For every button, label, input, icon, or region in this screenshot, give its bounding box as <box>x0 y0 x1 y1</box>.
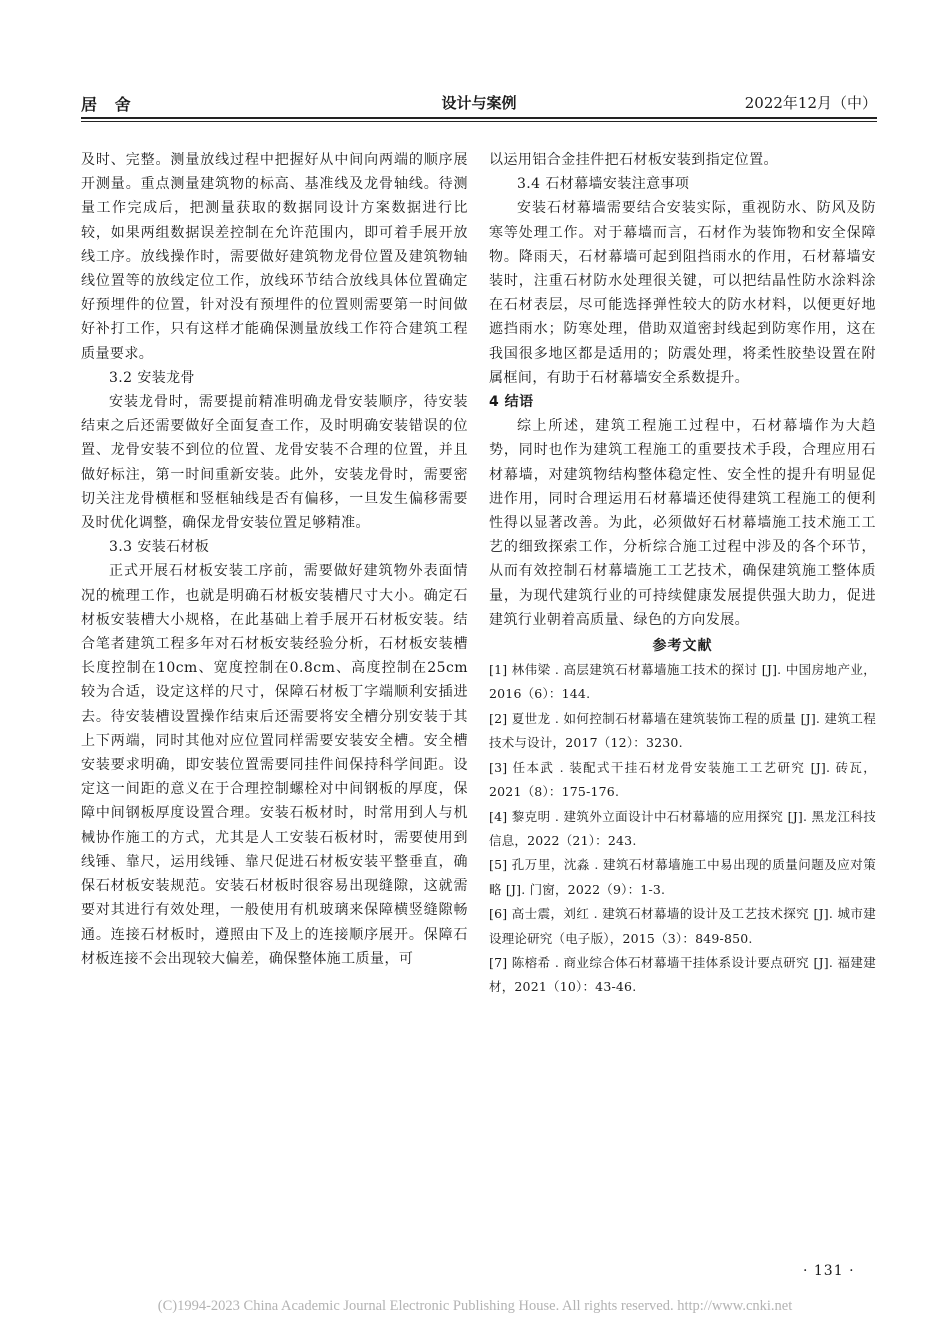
reference-item: [4] 黎克明 . 建筑外立面设计中石材幕墙的应用探究 [J]. 黑龙江科技信息，2022（21）：243. <box>489 808 876 848</box>
journal-name: 居 舍 <box>81 95 137 114</box>
issue-date: 2022年12月（中） <box>744 94 877 112</box>
paragraph-curtain-wall-notes: 安装石材幕墙需要结合安装实际，重视防水、防风及防寒等处理工作。对于幕墙而言，石材作为装饰物和安全保障物。降雨天，石材幕墙可起到阻挡雨水的作用，石材幕墙安装时，注重石材防水处理很关键，可以把结晶性防水涂料涂在石材表层，尽可能选择弹性较大的防水材料，以便更好地遮挡雨水；防寒处理，借助双道密封线起到防寒作用，这在我国很多地区都是适用的；防震处理，将柔性胶垫设置在附属框间，有助于石材幕墙安全系数提升。 <box>489 200 876 386</box>
paragraph-survey-continued: 及时、完整。测量放线过程中把握好从中间向两端的顺序展开测量。重点测量建筑物的标高、基准线及龙骨轴线。待测量工作完成后，把测量获取的数据同设计方案数据进行比较，如果两组数据误差控制在允许范围内，即可着手展开放线工序。放线操作时，需要做好建筑物龙骨位置及建筑物轴线位置等的放线定位工作，放线环节结合放线具体位置确定好预埋件的位置，针对没有预埋件的位置则需要第一时间做好补打工作，只有这样才能确保测量放线工作符合建筑工程质量要求。 <box>81 152 468 362</box>
paragraph-keel-install: 安装龙骨时，需要提前精准明确龙骨安装顺序，待安装结束之后还需要做好全面复查工作，及时明确安装错误的位置、龙骨安装不到位的位置、龙骨安装不合理的位置，并且做好标注，第一时间重新安装。此外，安装龙骨时，需要密切关注龙骨横框和竖框轴线是否有偏移，一旦发生偏移需要及时优化调整，确保龙骨安装位置足够精准。 <box>81 394 468 532</box>
section-name: 设计与案例 <box>441 94 517 112</box>
left-column <box>81 148 468 971</box>
reference-item: [3] 任本武 . 装配式干挂石材龙骨安装施工工艺研究 [J]. 砖瓦，2021（8）：175-176. <box>489 759 876 800</box>
reference-item: [7] 陈榕希 . 商业综合体石材幕墙干挂体系设计要点研究 [J]. 福建建材，2021（10）：43-46. <box>489 954 876 995</box>
heading-3-3: 3.3 安装石材板 <box>109 539 210 556</box>
page-number: · 131 · <box>803 1263 855 1279</box>
paragraph-stone-panel-install: 正式开展石材板安装工序前，需要做好建筑物外表面情况的梳理工作，也就是明确石材板安装槽尺寸大小。确定石材板安装槽大小规格，在此基础上着手展开石材板安装。结合笔者建筑工程多年对石材板安装经验分析，石材板安装槽长度控制在10cm、宽度控制在0.8cm、高度控制在25cm较为合适，设定这样的尺寸，保障石材板丁字端顺利安插进去。待安装槽设置操作结束后还需要将安全槽分别安装于其上下两端，同时其他对应位置同样需要安装安全槽。安全槽安装要求明确，即安装位置需要同挂件间保持科学间距。设定这一间距的意义在于合理控制螺栓对中间钢板的厚度，保障中间钢板厚度设置合理。安装石板材时，时常用到人与机械协作施工的方式，尤其是人工安装石板材时，需要使用到线锤、靠尺，运用线锤、靠尺促进石材板安装平整垂直，确保石材板安装规范。安装石材板时很容易出现缝隙，这就需要对其进行有效处理，一般使用有机玻璃来保障横竖缝隙畅通。连接石材板时，遵照由下及上的连接顺序展开。保障石材板连接不会出现较大偏差，确保整体施工质量，可 <box>81 563 468 967</box>
header-rule-thick <box>81 117 877 119</box>
reference-item: [2] 夏世龙 . 如何控制石材幕墙在建筑装饰工程的质量 [J]. 建筑工程技术与设计，2017（12）：3230. <box>489 710 876 751</box>
reference-item: [5] 孔万里，沈淼 . 建筑石材幕墙施工中易出现的质量问题及应对策略 [J]. 门窗，2022（9）：1-3. <box>489 857 876 897</box>
paragraph-stone-panel-continued: 以运用铝合金挂件把石材板安装到指定位置。 <box>489 152 778 168</box>
header-rule-thin <box>81 121 877 122</box>
heading-4-conclusion: 4 结语 <box>489 394 534 411</box>
references-title: 参考文献 <box>652 638 713 655</box>
paragraph-conclusion: 综上所述，建筑工程施工过程中，石材幕墙作为大趋势，同时也作为建筑工程施工的重要技术手段，合理应用石材幕墙，对建筑物结构整体稳定性、安全性的提升有明显促进作用，同时合理运用石材幕墙还使得建筑工程施工的便利性得以显著改善。为此，必须做好石材幕墙施工技术施工工艺的细致探索工作，分析综合施工过程中涉及的各个环节，从而有效控制石材幕墙施工工艺技术，确保建筑施工整体质量，为现代建筑行业的可持续健康发展提供强大助力，促进建筑行业朝着高质量、绿色的方向发展。 <box>489 418 876 628</box>
heading-3-4: 3.4 石材幕墙安装注意事项 <box>517 176 690 193</box>
running-header <box>81 88 877 116</box>
copyright-footer: (C)1994-2023 China Academic Journal Electronic Publishing House. All rights reserved. http://www.cnki.net <box>157 1298 793 1314</box>
heading-3-2: 3.2 安装龙骨 <box>109 369 195 386</box>
reference-item: [6] 高士震，刘红 . 建筑石材幕墙的设计及工艺技术探究 [J]. 城市建设理论研究（电子版），2015（3）：849-850. <box>489 906 876 946</box>
reference-item: [1] 林伟梁 . 高层建筑石材幕墙施工技术的探讨 [J]. 中国房地产业，2016（6）：144. <box>489 662 876 702</box>
right-column <box>489 148 876 1000</box>
